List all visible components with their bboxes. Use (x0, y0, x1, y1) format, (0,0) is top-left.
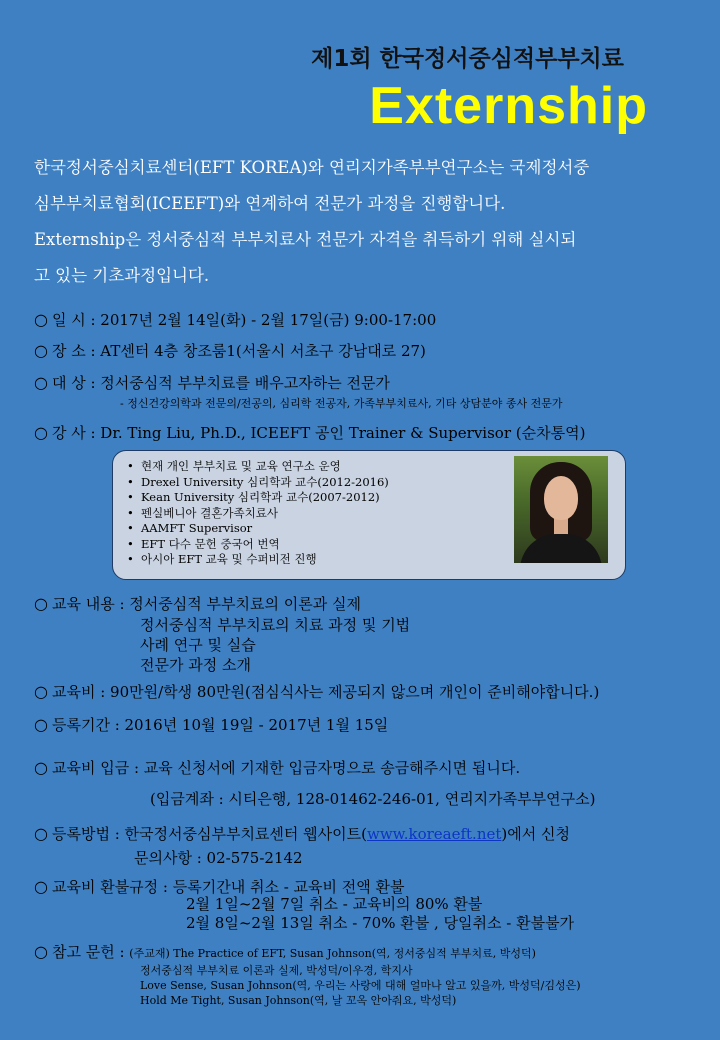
list-item: (주교재) The Practice of EFT, Susan Johnson(역, 정서중심적 부부치료, 박성덕) (129, 947, 536, 960)
intro-line: Externship은 정서중심적 부부치료사 전문가 자격을 취득하기 위해 실시되 (34, 230, 577, 249)
list-item: • EFT 다수 문헌 중국어 번역 (141, 537, 625, 553)
instructor-photo (514, 456, 608, 563)
circle-bullet-icon: ○ (34, 877, 48, 896)
intro-line: 심부부치료협회(ICEEFT)와 연계하여 전문가 과정을 진행합니다. (34, 194, 506, 213)
circle-bullet-icon: ○ (34, 594, 48, 613)
schedule-datetime: ○ 일 시 : 2017년 2월 14일(화) - 2월 17일(금) 9:00-17:00 (34, 310, 437, 329)
references (34, 942, 536, 964)
list-item: 정서중심적 부부치료의 이론과 실제 (129, 595, 361, 613)
subtitle: 제1회 한국정서중심적부부치료 (311, 46, 624, 72)
content-label: 교육 내용 : (51, 595, 130, 613)
circle-bullet-icon: ○ (34, 423, 48, 442)
fee: ○ 교육비 : 90만원/학생 80만원(점심식사는 제공되지 않으며 개인이 준비해야합니다.) (34, 682, 600, 701)
list-item: Love Sense, Susan Johnson(역, 우리는 사랑에 대해 얼마나 알고 있을까, 박성덕/김성은) (140, 979, 581, 992)
intro-paragraph (34, 150, 694, 294)
contact: 문의사항 : 02-575-2142 (134, 849, 303, 867)
register-method: ○ 등록방법 : 한국정서중심부부치료센터 웹사이트(www.koreaeft.net)에서 신청 (34, 824, 570, 843)
refund-line: 2월 1일~2월 7일 취소 - 교육비의 80% 환불 (186, 895, 483, 913)
list-item: • 현재 개인 부부치료 및 교육 연구소 운영 (141, 459, 625, 475)
refund-policy: ○ 교육비 환불규정 : 등록기간내 취소 - 교육비 전액 환불 (34, 877, 405, 896)
list-item: 전문가 과정 소개 (140, 656, 251, 674)
circle-bullet-icon: ○ (34, 373, 48, 392)
list-item: 사례 연구 및 실습 (140, 636, 256, 654)
schedule-place: ○ 장 소 : AT센터 4층 창조룸1(서울시 서초구 강남대로 27) (34, 341, 426, 360)
intro-line: 한국정서중심치료센터(EFT KOREA)와 연리지가족부부연구소는 국제정서중 (34, 158, 590, 177)
payment: ○ 교육비 입금 : 교육 신청서에 기재한 입금자명으로 송금해주시면 됩니다. (34, 758, 521, 777)
website-link[interactable]: www.koreaeft.net (366, 825, 502, 843)
circle-bullet-icon: ○ (34, 310, 48, 329)
list-item: 정서중심적 부부치료의 치료 과정 및 기법 (140, 616, 411, 634)
page-title: Externship (369, 77, 648, 135)
schedule-instructor: ○ 강 사 : Dr. Ting Liu, Ph.D., ICEEFT 공인 Trainer & Supervisor (순차통역) (34, 423, 586, 442)
circle-bullet-icon: ○ (34, 758, 48, 777)
content-section (34, 594, 361, 614)
circle-bullet-icon: ○ (34, 824, 48, 843)
list-item: • Kean University 심리학과 교수(2007-2012) (141, 490, 625, 506)
list-item: Hold Me Tight, Susan Johnson(역, 날 꼬옥 안아줘요, 박성덕) (140, 994, 457, 1007)
refund-line: 2월 8일~2월 13일 취소 - 70% 환불 , 당일취소 - 환불불가 (186, 914, 575, 932)
list-item: • 아시아 EFT 교육 및 수퍼비전 진행 (141, 552, 625, 568)
schedule-target: ○ 대 상 : 정서중심적 부부치료를 배우고자하는 전문가 (34, 373, 390, 392)
circle-bullet-icon: ○ (34, 682, 48, 701)
circle-bullet-icon: ○ (34, 942, 48, 961)
target-detail: - 정신건강의학과 전문의/전공의, 심리학 전공자, 가족부부치료사, 기타 상담분야 종사 전문가 (120, 397, 563, 410)
references-label: 참고 문헌 : (51, 943, 130, 961)
list-item: 정서중심적 부부치료 이론과 실제, 박성덕/이우경, 학지사 (140, 964, 413, 977)
list-item: • 펜실베니아 결혼가족치료사 (141, 506, 625, 522)
circle-bullet-icon: ○ (34, 715, 48, 734)
circle-bullet-icon: ○ (34, 341, 48, 360)
intro-line: 고 있는 기초과정입니다. (34, 266, 210, 285)
list-item: • Drexel University 심리학과 교수(2012-2016) (141, 475, 625, 491)
registration-period: ○ 등록기간 : 2016년 10월 19일 - 2017년 1월 15일 (34, 715, 389, 734)
payment-account: (입금계좌 : 시티은행, 128-01462-246-01, 연리지가족부부연구소) (150, 790, 596, 808)
list-item: • AAMFT Supervisor (141, 521, 625, 537)
